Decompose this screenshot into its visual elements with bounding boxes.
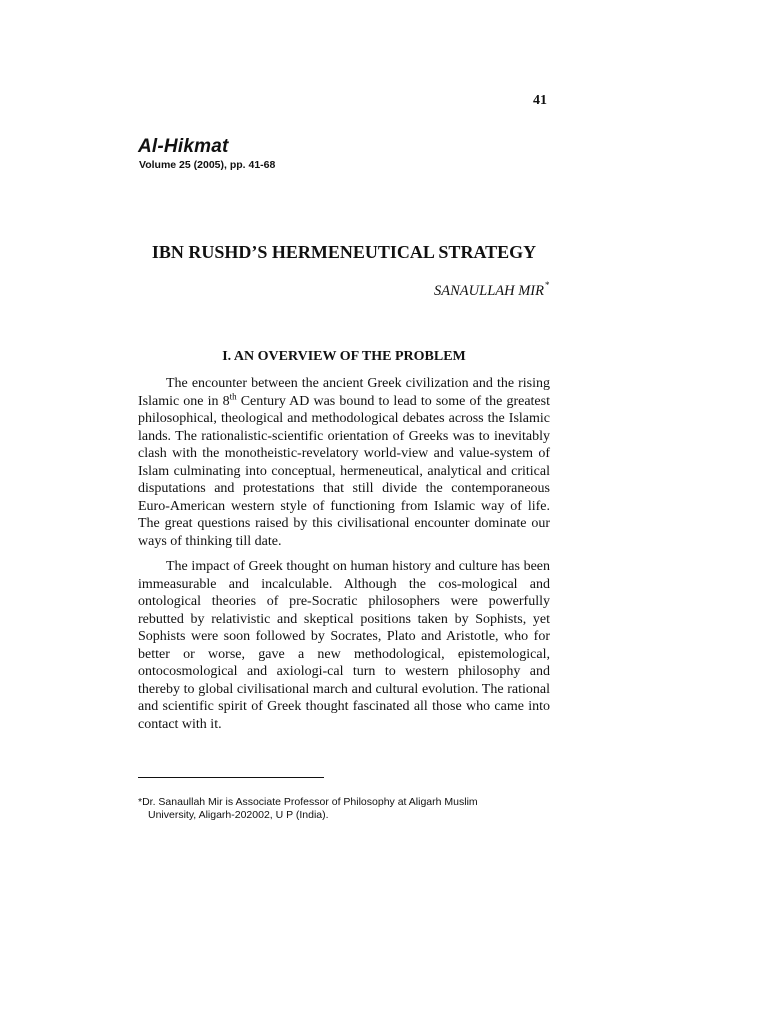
paragraph-2: The impact of Greek thought on human history and culture has been immeasurable and incalculable. Although the cos-mological and ontological theories of pre-Socratic philosophers were powerfully rebutted by relativistic and skeptical positions taken by Sophists, yet Sophists were soon followed by Socrates, Plato and Aristotle, who for better or worse, gave a new methodological, epistemological, ontocosmological and axiologi-cal turn to western philosophy and thereby to global civilisational march and cultural evolution. The rational and scientific spirit of Greek thought fascinated all those who came into contact with it. [138,559,550,732]
paragraph-1-part-a: The encounter between the ancient Greek civilization and the rising Islamic one in 8 [138,376,550,409]
journal-title: Al-Hikmat [138,136,229,157]
section-heading: I. AN OVERVIEW OF THE PROBLEM [222,349,466,364]
footnote-divider [138,777,324,778]
article-body [138,375,550,741]
paragraph-1-part-b: Century AD was bound to lead to some of the greatest philosophical, theological and methodological debates across the Islamic lands. The rationalistic-scientific orientation of Greeks was to inevitably clash with the monotheistic-revelatory world-view and value-system of Islam culminating into conceptual, hermeneutical, analytical and critical disputations and protestations that still divide the contemporaneous Euro-American western style of functioning from Islamic way of life. The great questions raised by this civilisational encounter dominate our ways of thinking till date. [138,393,550,549]
ordinal-superscript: th [229,390,237,401]
author-footnote-mark: * [545,280,550,290]
page-number: 41 [533,93,547,108]
article-title: IBN RUSHD’S HERMENEUTICAL STRATEGY [151,242,537,262]
author-name: SANAULLAH MIR [434,283,544,299]
footnote-line-1: *Dr. Sanaullah Mir is Associate Professor of Philosophy at Aligarh Muslim [138,796,478,808]
paragraph-1 [138,375,550,550]
footnote [138,796,550,822]
footnote-line-2: University, Aligarh-202002, U P (India). [148,809,329,821]
journal-volume-info: Volume 25 (2005), pp. 41-68 [139,159,276,171]
